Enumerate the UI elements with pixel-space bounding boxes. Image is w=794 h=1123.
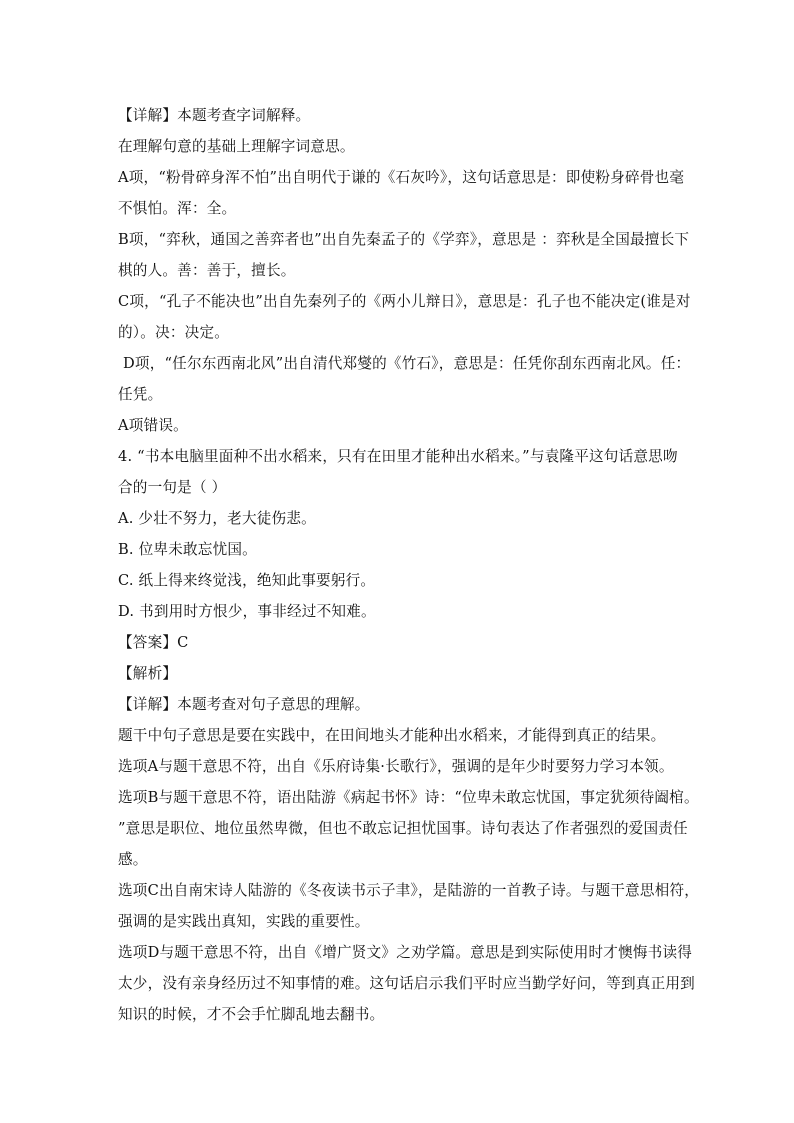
paragraph-line: 的）。决：决定。	[118, 324, 230, 341]
option-a: A. 少壮不努力，老大徒伤悲。	[118, 510, 316, 527]
question-stem: 4. “书本电脑里面种不出水稻来，只有在田里才能种出水稻来。”与袁隆平这句话意思吻	[118, 448, 678, 465]
paragraph-line: ”意思是职位、地位虽然卑微，但也不敢忘记担忧国事。诗句表达了作者强烈的爱国责任	[118, 820, 688, 837]
paragraph-line: 选项B与题干意思不符，语出陆游《病起书怀》诗：“位卑未敢忘忧国，事定犹须待阖棺。	[118, 789, 699, 806]
paragraph-line: 选项C出自南宋诗人陆游的《冬夜读书示子聿》，是陆游的一首教子诗。与题干意思相符，	[118, 882, 700, 899]
paragraph-line: A项，“粉骨碎身浑不怕”出自明代于谦的《石灰吟》，这句话意思是：即使粉身碎骨也毫	[118, 169, 685, 186]
paragraph-line: 选项A与题干意思不符，出自《乐府诗集·长歌行》，强调的是年少时要努力学习本领。	[118, 758, 674, 775]
answer-line: 【答案】C	[118, 634, 189, 651]
paragraph-line: 感。	[118, 851, 148, 868]
paragraph-line: 任凭。	[118, 386, 163, 403]
option-b: B. 位卑未敢忘忧国。	[118, 541, 257, 558]
paragraph-line: B项，“弈秋，通国之善弈者也”出自先秦孟子的《学弈》，意思是 ：弈秋是全国最擅长下	[118, 231, 690, 248]
question-stem: 合的一句是（ ）	[118, 479, 227, 496]
paragraph-line: 选项D与题干意思不符，出自《增广贤文》之劝学篇。意思是到实际使用时才懊悔书读得	[118, 944, 693, 961]
paragraph-line: 在理解句意的基础上理解字词意思。	[118, 138, 355, 155]
document-page	[118, 100, 700, 1030]
detail-heading-1: 【详解】本题考查字词解释。	[118, 107, 311, 124]
option-c: C. 纸上得来终觉浅，绝知此事要躬行。	[118, 572, 376, 589]
option-d: D. 书到用时方恨少，事非经过不知难。	[118, 603, 376, 620]
paragraph-line: 太少，没有亲身经历过不知事情的难。这句话启示我们平时应当勤学好问，等到真正用到	[118, 975, 695, 992]
paragraph-line: 题干中句子意思是要在实践中，在田间地头才能种出水稻来，才能得到真正的结果。	[118, 727, 666, 744]
paragraph-line: 知识的时候，才不会手忙脚乱地去翻书。	[118, 1006, 385, 1023]
paragraph-line: C项，“孔子不能决也”出自先秦列子的《两小儿辩日》，意思是：孔子也不能决定(谁是对	[118, 293, 691, 310]
paragraph-line: D项，“任尔东西南北风”出自清代郑燮的《竹石》，意思是：任凭你刮东西南北风。任：	[123, 355, 691, 372]
detail-heading-2: 【详解】本题考查对句子意思的理解。	[118, 696, 370, 713]
paragraph-line: 强调的是实践出真知，实践的重要性。	[118, 913, 370, 930]
analysis-heading: 【解析】	[118, 665, 178, 682]
paragraph-line: A项错误。	[118, 417, 188, 434]
paragraph-line: 不惧怕。浑：全。	[118, 200, 237, 217]
paragraph-line: 棋的人。善：善于，擅长。	[118, 262, 296, 279]
